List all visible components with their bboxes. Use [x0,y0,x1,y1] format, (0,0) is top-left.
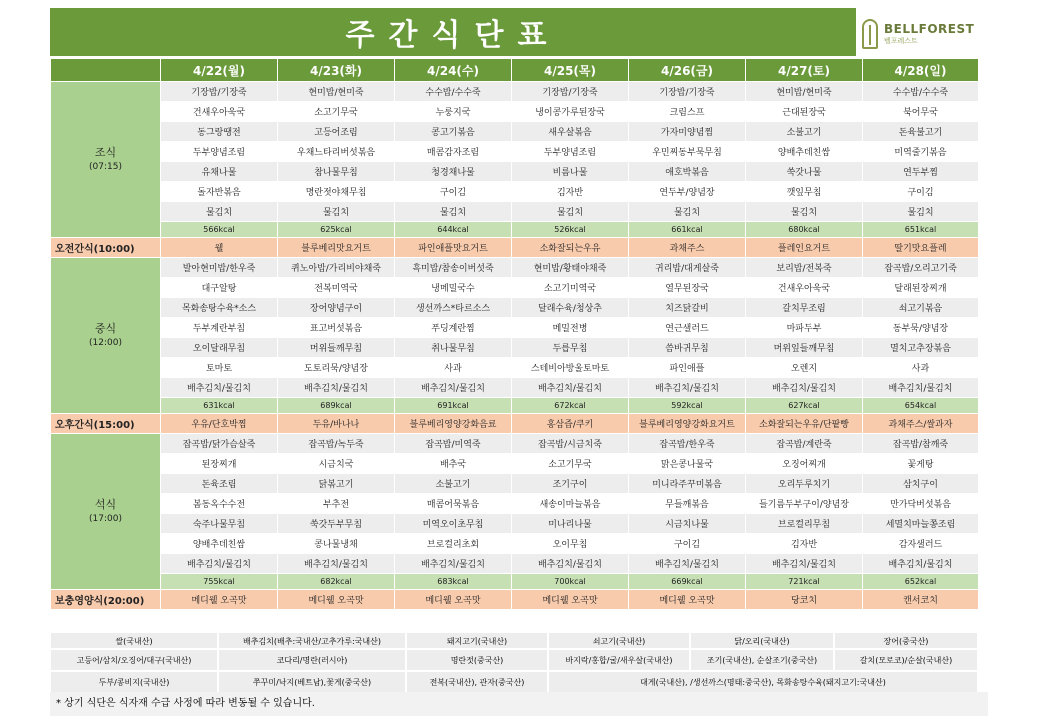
menu-item: 냉이콩가루된장국 [512,102,629,122]
menu-item: 전복미역국 [278,278,395,298]
menu-item: 현미밥/현미죽 [278,82,395,102]
menu-item: 소고기무국 [512,454,629,474]
menu-item: 현미밥/황태야채죽 [512,258,629,278]
day-header: 4/26(금) [629,59,746,82]
kcal-value: 652kcal [863,574,979,590]
supplement-label: 보충영양식(20:00) [51,590,161,610]
menu-item: 물김치 [863,202,979,222]
menu-item: 메밀전병 [512,318,629,338]
breakfast-row [51,182,979,202]
menu-item: 소불고기 [395,474,512,494]
menu-item: 잡곡밥/계란죽 [746,434,863,454]
snack-item: 웰 [161,238,278,258]
menu-item: 쇠고기볶음 [863,298,979,318]
menu-item: 콩나물냉채 [278,534,395,554]
weekly-menu-table [50,58,979,610]
menu-item: 배추김치/물김치 [512,378,629,398]
menu-item: 고등어조림 [278,122,395,142]
lunch-row [51,378,979,398]
kcal-value: 669kcal [629,574,746,590]
menu-item: 배추국 [395,454,512,474]
origin-row [50,649,978,671]
meal-name: 중식 [94,321,117,335]
menu-item: 봄동옥수수전 [161,494,278,514]
menu-item: 배추김치/물김치 [278,554,395,574]
menu-item: 배추김치/물김치 [863,554,979,574]
menu-item: 맑은콩나물국 [629,454,746,474]
snack-item: 당코치 [746,590,863,610]
menu-item: 배추김치/물김치 [161,378,278,398]
menu-item: 수수밥/수수죽 [395,82,512,102]
menu-item: 잡곡밥/시금치죽 [512,434,629,454]
kcal-value: 680kcal [746,222,863,238]
menu-item: 닭볶고기 [278,474,395,494]
menu-item: 배추김치/물김치 [746,554,863,574]
origin-cell: 배추김치(배추:국내산/고추가루:국내산) [218,632,406,649]
snack-item: 과채주스 [629,238,746,258]
menu-item: 김자반 [512,182,629,202]
kcal-value: 689kcal [278,398,395,414]
snack-item: 플레인요거트 [746,238,863,258]
kcal-value: 683kcal [395,574,512,590]
pm_snack-label: 오후간식(15:00) [51,414,161,434]
origin-cell: 돼지고기(국내산) [406,632,548,649]
supplement-row [51,590,979,610]
menu-item: 매콤어묵볶음 [395,494,512,514]
menu-item: 배추김치/물김치 [863,378,979,398]
menu-item: 오이달래무침 [161,338,278,358]
menu-item: 도토리묵/양념장 [278,358,395,378]
menu-item: 배추김치/물김치 [512,554,629,574]
day-header: 4/27(토) [746,59,863,82]
breakfast-row [51,122,979,142]
menu-item: 귀리밥/대게살죽 [629,258,746,278]
menu-item: 미역오이초무침 [395,514,512,534]
menu-item: 가자미양념찜 [629,122,746,142]
menu-item: 소고기미역국 [512,278,629,298]
menu-item: 잡곡밥/참깨죽 [863,434,979,454]
meal-name: 조식 [94,145,117,159]
kcal-value: 644kcal [395,222,512,238]
menu-item: 표고버섯볶음 [278,318,395,338]
kcal-value: 627kcal [746,398,863,414]
snack-item: 과채주스/쌀과자 [863,414,979,434]
menu-item: 잡곡밥/오리고기죽 [863,258,979,278]
menu-item: 배추김치/물김치 [746,378,863,398]
menu-item: 시금치나물 [629,514,746,534]
lunch-row [51,318,979,338]
menu-item: 파인애플 [629,358,746,378]
origin-cell: 두부/콩비지(국내산) [50,671,218,693]
menu-item: 건새우아욱국 [746,278,863,298]
menu-item: 연두부/양념장 [629,182,746,202]
origin-cell: 고등어/삼치/오징어/대구(국내산) [50,649,218,671]
kcal-value: 661kcal [629,222,746,238]
menu-item: 물김치 [161,202,278,222]
menu-item: 기장밥/기장죽 [161,82,278,102]
bell-icon [862,19,878,49]
menu-item: 소불고기 [746,122,863,142]
origin-cell: 쭈꾸미/낙지(베트남),꽃게(중국산) [218,671,406,693]
dinner-row [51,554,979,574]
menu-item: 사과 [395,358,512,378]
snack-item: 블루베리맛요거트 [278,238,395,258]
snack-item: 메디웰 오곡맛 [161,590,278,610]
snack-item: 파인애플맛요거트 [395,238,512,258]
dinner-row [51,534,979,554]
origin-table [50,632,978,693]
menu-item: 우채느타리버섯볶음 [278,142,395,162]
menu-item: 오리두루치기 [746,474,863,494]
bellforest-logo [862,14,987,54]
kcal-value: 721kcal [746,574,863,590]
menu-item: 연두부찜 [863,162,979,182]
lunch-kcal-row [51,398,979,414]
origin-row [50,671,978,693]
menu-item: 청경채나물 [395,162,512,182]
snack-item: 메디웰 오곡맛 [629,590,746,610]
lunch-label-cell [51,258,161,414]
kcal-value: 682kcal [278,574,395,590]
menu-item: 건새우아욱국 [161,102,278,122]
menu-item: 양배추데친쌈 [746,142,863,162]
menu-item: 사과 [863,358,979,378]
kcal-value: 651kcal [863,222,979,238]
kcal-value: 625kcal [278,222,395,238]
logo-text-en: BELLFOREST [884,22,975,36]
breakfast-label-cell [51,82,161,238]
am_snack-row [51,238,979,258]
breakfast-kcal-row [51,222,979,238]
menu-item: 두부양념조림 [161,142,278,162]
menu-item: 새송이마늘볶음 [512,494,629,514]
kcal-value: 566kcal [161,222,278,238]
menu-item: 토마토 [161,358,278,378]
snack-item: 소화잘되는우유 [512,238,629,258]
snack-item: 홍삼즙/쿠키 [512,414,629,434]
menu-item: 명란젓야채무침 [278,182,395,202]
menu-item: 브로컬리초회 [395,534,512,554]
corner-cell [51,59,161,82]
dinner-label-cell [51,434,161,590]
menu-item: 미나리나물 [512,514,629,534]
snack-item: 캔서코치 [863,590,979,610]
menu-item: 두릅무침 [512,338,629,358]
menu-item: 물김치 [278,202,395,222]
menu-item: 무들깨볶음 [629,494,746,514]
breakfast-row [51,102,979,122]
menu-item: 돈육불고기 [863,122,979,142]
menu-item: 물김치 [629,202,746,222]
menu-item: 스테비아방울토마토 [512,358,629,378]
menu-item: 오이무침 [512,534,629,554]
dinner-row [51,454,979,474]
menu-item: 달래수육/청상추 [512,298,629,318]
menu-item: 머위잎들깨무침 [746,338,863,358]
menu-item: 배추김치/물김치 [629,378,746,398]
dinner-row [51,514,979,534]
snack-item: 블루베리영양강화요거트 [629,414,746,434]
menu-item: 마파두부 [746,318,863,338]
menu-item: 참나물무침 [278,162,395,182]
origin-cell: 코다리/명란(러시아) [218,649,406,671]
snack-item: 딸기맛요플레 [863,238,979,258]
breakfast-row [51,142,979,162]
menu-item: 생선까스*타르소스 [395,298,512,318]
menu-item: 장어양념구이 [278,298,395,318]
menu-item: 만가닥버섯볶음 [863,494,979,514]
origin-cell: 쇠고기(국내산) [548,632,690,649]
menu-item: 갈치무조림 [746,298,863,318]
menu-item: 애호박볶음 [629,162,746,182]
day-header: 4/24(수) [395,59,512,82]
menu-item: 기장밥/기장죽 [512,82,629,102]
origin-cell: 갈치(모로코)/순살(국내산) [834,649,978,671]
menu-item: 취나물무침 [395,338,512,358]
kcal-value: 654kcal [863,398,979,414]
kcal-value: 526kcal [512,222,629,238]
breakfast-row [51,202,979,222]
menu-item: 두부계란부침 [161,318,278,338]
menu-item: 퀴노아밥/가리비야채죽 [278,258,395,278]
menu-item: 브로컬리무침 [746,514,863,534]
menu-item: 물김치 [746,202,863,222]
menu-item: 북어무국 [863,102,979,122]
menu-item: 머위들깨무침 [278,338,395,358]
menu-item: 물김치 [512,202,629,222]
menu-item: 달래된장찌개 [863,278,979,298]
menu-item: 세멸치마늘쫑조림 [863,514,979,534]
kcal-value: 755kcal [161,574,278,590]
menu-item: 배추김치/물김치 [278,378,395,398]
menu-item: 꽃게탕 [863,454,979,474]
menu-item: 냉메밀국수 [395,278,512,298]
kcal-value: 631kcal [161,398,278,414]
menu-item: 소고기무국 [278,102,395,122]
menu-item: 들기름두부구이/양념장 [746,494,863,514]
breakfast-row [51,162,979,182]
menu-item: 동부묵/양념장 [863,318,979,338]
menu-item: 숙주나물무침 [161,514,278,534]
origin-cell: 조기(국내산), 순살조기(중국산) [690,649,834,671]
menu-item: 배추김치/물김치 [629,554,746,574]
kcal-value: 691kcal [395,398,512,414]
notice-text: * 상기 식단은 식자재 수급 사정에 따라 변동될 수 있습니다. [50,692,988,716]
dinner-row [51,474,979,494]
meal-time: (17:00) [89,514,122,524]
menu-item: 현미밥/현미죽 [746,82,863,102]
kcal-value: 672kcal [512,398,629,414]
lunch-row [51,298,979,318]
menu-item: 크림스프 [629,102,746,122]
menu-item: 미역줄기볶음 [863,142,979,162]
menu-item: 오징어찌개 [746,454,863,474]
menu-item: 부추전 [278,494,395,514]
menu-item: 우민찌동부묵무침 [629,142,746,162]
origin-cell: 쌀(국내산) [50,632,218,649]
dinner-row [51,494,979,514]
menu-item: 구이김 [395,182,512,202]
menu-item: 감자샐러드 [863,534,979,554]
meal-time: (12:00) [89,338,122,348]
menu-item: 배추김치/물김치 [395,378,512,398]
menu-item: 보리밥/전복죽 [746,258,863,278]
menu-item: 발아현미밥/한우죽 [161,258,278,278]
menu-item: 흑미밥/참송이버섯죽 [395,258,512,278]
lunch-row [51,338,979,358]
menu-item: 두부양념조림 [512,142,629,162]
menu-item: 열무된장국 [629,278,746,298]
menu-item: 유채나물 [161,162,278,182]
menu-item: 씀바귀무침 [629,338,746,358]
menu-item: 대구알탕 [161,278,278,298]
menu-item: 배추김치/물김치 [395,554,512,574]
menu-item: 동그랑땡전 [161,122,278,142]
logo-text-kr: 벨포레스트 [884,37,918,45]
menu-item: 콩고기볶음 [395,122,512,142]
dinner-kcal-row [51,574,979,590]
origin-cell: 닭/오리(국내산) [690,632,834,649]
snack-item: 블루베리영양강화음료 [395,414,512,434]
menu-item: 된장찌개 [161,454,278,474]
menu-item: 쑥갓나물 [746,162,863,182]
origin-cell: 전복(국내산), 관자(중국산) [406,671,548,693]
menu-item: 깻잎무침 [746,182,863,202]
menu-item: 오렌지 [746,358,863,378]
menu-item: 시금치국 [278,454,395,474]
origin-cell: 명란젓(중국산) [406,649,548,671]
dinner-row [51,434,979,454]
breakfast-row [51,82,979,102]
menu-item: 기장밥/기장죽 [629,82,746,102]
menu-item: 잡곡밥/녹두죽 [278,434,395,454]
snack-item: 우유/단호박찜 [161,414,278,434]
lunch-row [51,258,979,278]
menu-item: 멸치고추장볶음 [863,338,979,358]
meal-name: 석식 [94,497,117,511]
menu-item: 김자반 [746,534,863,554]
menu-item: 잡곡밥/닭가슴살죽 [161,434,278,454]
menu-item: 비름나물 [512,162,629,182]
menu-item: 새우살볶음 [512,122,629,142]
menu-item: 쑥갓두부무침 [278,514,395,534]
origin-cell: 대게(국내산), /생선까스(명태:중국산), 목화송탕수육(돼지고기:국내산) [548,671,978,693]
menu-item: 조기구이 [512,474,629,494]
menu-item: 구이김 [629,534,746,554]
am_snack-label: 오전간식(10:00) [51,238,161,258]
origin-row [50,632,978,649]
kcal-value: 592kcal [629,398,746,414]
day-header: 4/28(일) [863,59,979,82]
snack-item: 메디웰 오곡맛 [512,590,629,610]
meal-time: (07:15) [89,162,122,172]
menu-item: 배추김치/물김치 [161,554,278,574]
menu-item: 잡곡밥/미역죽 [395,434,512,454]
menu-item: 연근샐러드 [629,318,746,338]
menu-item: 매콤감자조림 [395,142,512,162]
day-header: 4/25(목) [512,59,629,82]
lunch-row [51,278,979,298]
menu-item: 잡곡밥/한우죽 [629,434,746,454]
snack-item: 메디웰 오곡맛 [278,590,395,610]
menu-item: 물김치 [395,202,512,222]
kcal-value: 700kcal [512,574,629,590]
origin-cell: 바지락/홍합/굴/새우살(국내산) [548,649,690,671]
menu-item: 치즈닭갈비 [629,298,746,318]
menu-item: 목화송탕수육*소스 [161,298,278,318]
menu-item: 돈육조림 [161,474,278,494]
day-header-row [51,59,979,82]
page-title: 주간식단표 [50,8,856,56]
menu-item: 구이김 [863,182,979,202]
origin-cell: 장어(중국산) [834,632,978,649]
pm_snack-row [51,414,979,434]
menu-item: 돌자반볶음 [161,182,278,202]
day-header: 4/22(월) [161,59,278,82]
menu-item: 미니라주꾸미볶음 [629,474,746,494]
snack-item: 소화잘되는우유/단팥빵 [746,414,863,434]
menu-item: 삼치구이 [863,474,979,494]
menu-item: 수수밥/수수죽 [863,82,979,102]
menu-item: 누룽지국 [395,102,512,122]
lunch-row [51,358,979,378]
menu-item: 근대된장국 [746,102,863,122]
menu-item: 양배추데친쌈 [161,534,278,554]
menu-item: 푸딩계란찜 [395,318,512,338]
snack-item: 메디웰 오곡맛 [395,590,512,610]
snack-item: 두유/바나나 [278,414,395,434]
day-header: 4/23(화) [278,59,395,82]
